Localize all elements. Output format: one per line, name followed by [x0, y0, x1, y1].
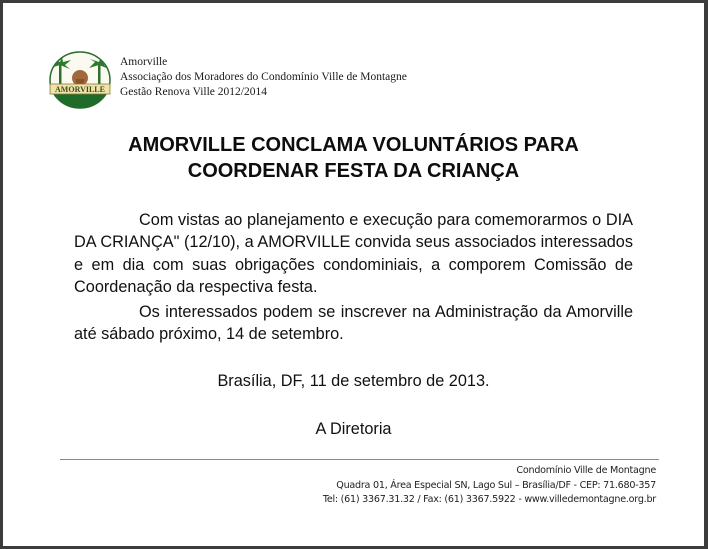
footer: [323, 464, 656, 508]
org-name: Amorville: [120, 56, 168, 68]
body-paragraph: Com vistas ao planejamento e execução para comemorarmos o DIA DA CRIANÇA" (12/10), a AMORVILLE convida seus associados interessados e em dia com suas obrigações condominiais, a comporem Comissão de Coordenação da respectiva festa.: [74, 211, 633, 296]
footer-contact: Tel: (61) 3367.31.32 / Fax: (61) 3367.5922 - www.villedemontagne.org.br: [322, 494, 656, 505]
organization-header: [120, 55, 407, 100]
document-page: [3, 3, 704, 546]
signature: A Diretoria: [315, 420, 392, 438]
footer-address: Quadra 01, Área Especial SN, Lago Sul – Brasília/DF - CEP: 71.680-357: [336, 479, 656, 491]
body-paragraph: Os interessados podem se inscrever na Administração da Amorville até sábado próximo, 14 de setembro.: [74, 303, 633, 344]
date-line: Brasília, DF, 11 de setembro de 2013.: [217, 372, 490, 390]
document-title: [3, 132, 704, 184]
footer-condominium: Condomínio Ville de Montagne: [516, 465, 656, 476]
footer-divider: [60, 459, 659, 460]
org-full-name: Associação dos Moradores do Condomínio Ville de Montagne: [120, 71, 407, 83]
document-body: [74, 209, 633, 349]
title-line-1: AMORVILLE CONCLAMA VOLUNTÁRIOS PARA: [128, 134, 579, 156]
title-line-2: COORDENAR FESTA DA CRIANÇA: [187, 160, 520, 182]
amorville-logo: [48, 51, 112, 109]
logo-emblem-icon: [48, 51, 112, 109]
svg-text:AMORVILLE: AMORVILLE: [55, 85, 105, 94]
org-management: Gestão Renova Ville 2012/2014: [120, 86, 267, 98]
